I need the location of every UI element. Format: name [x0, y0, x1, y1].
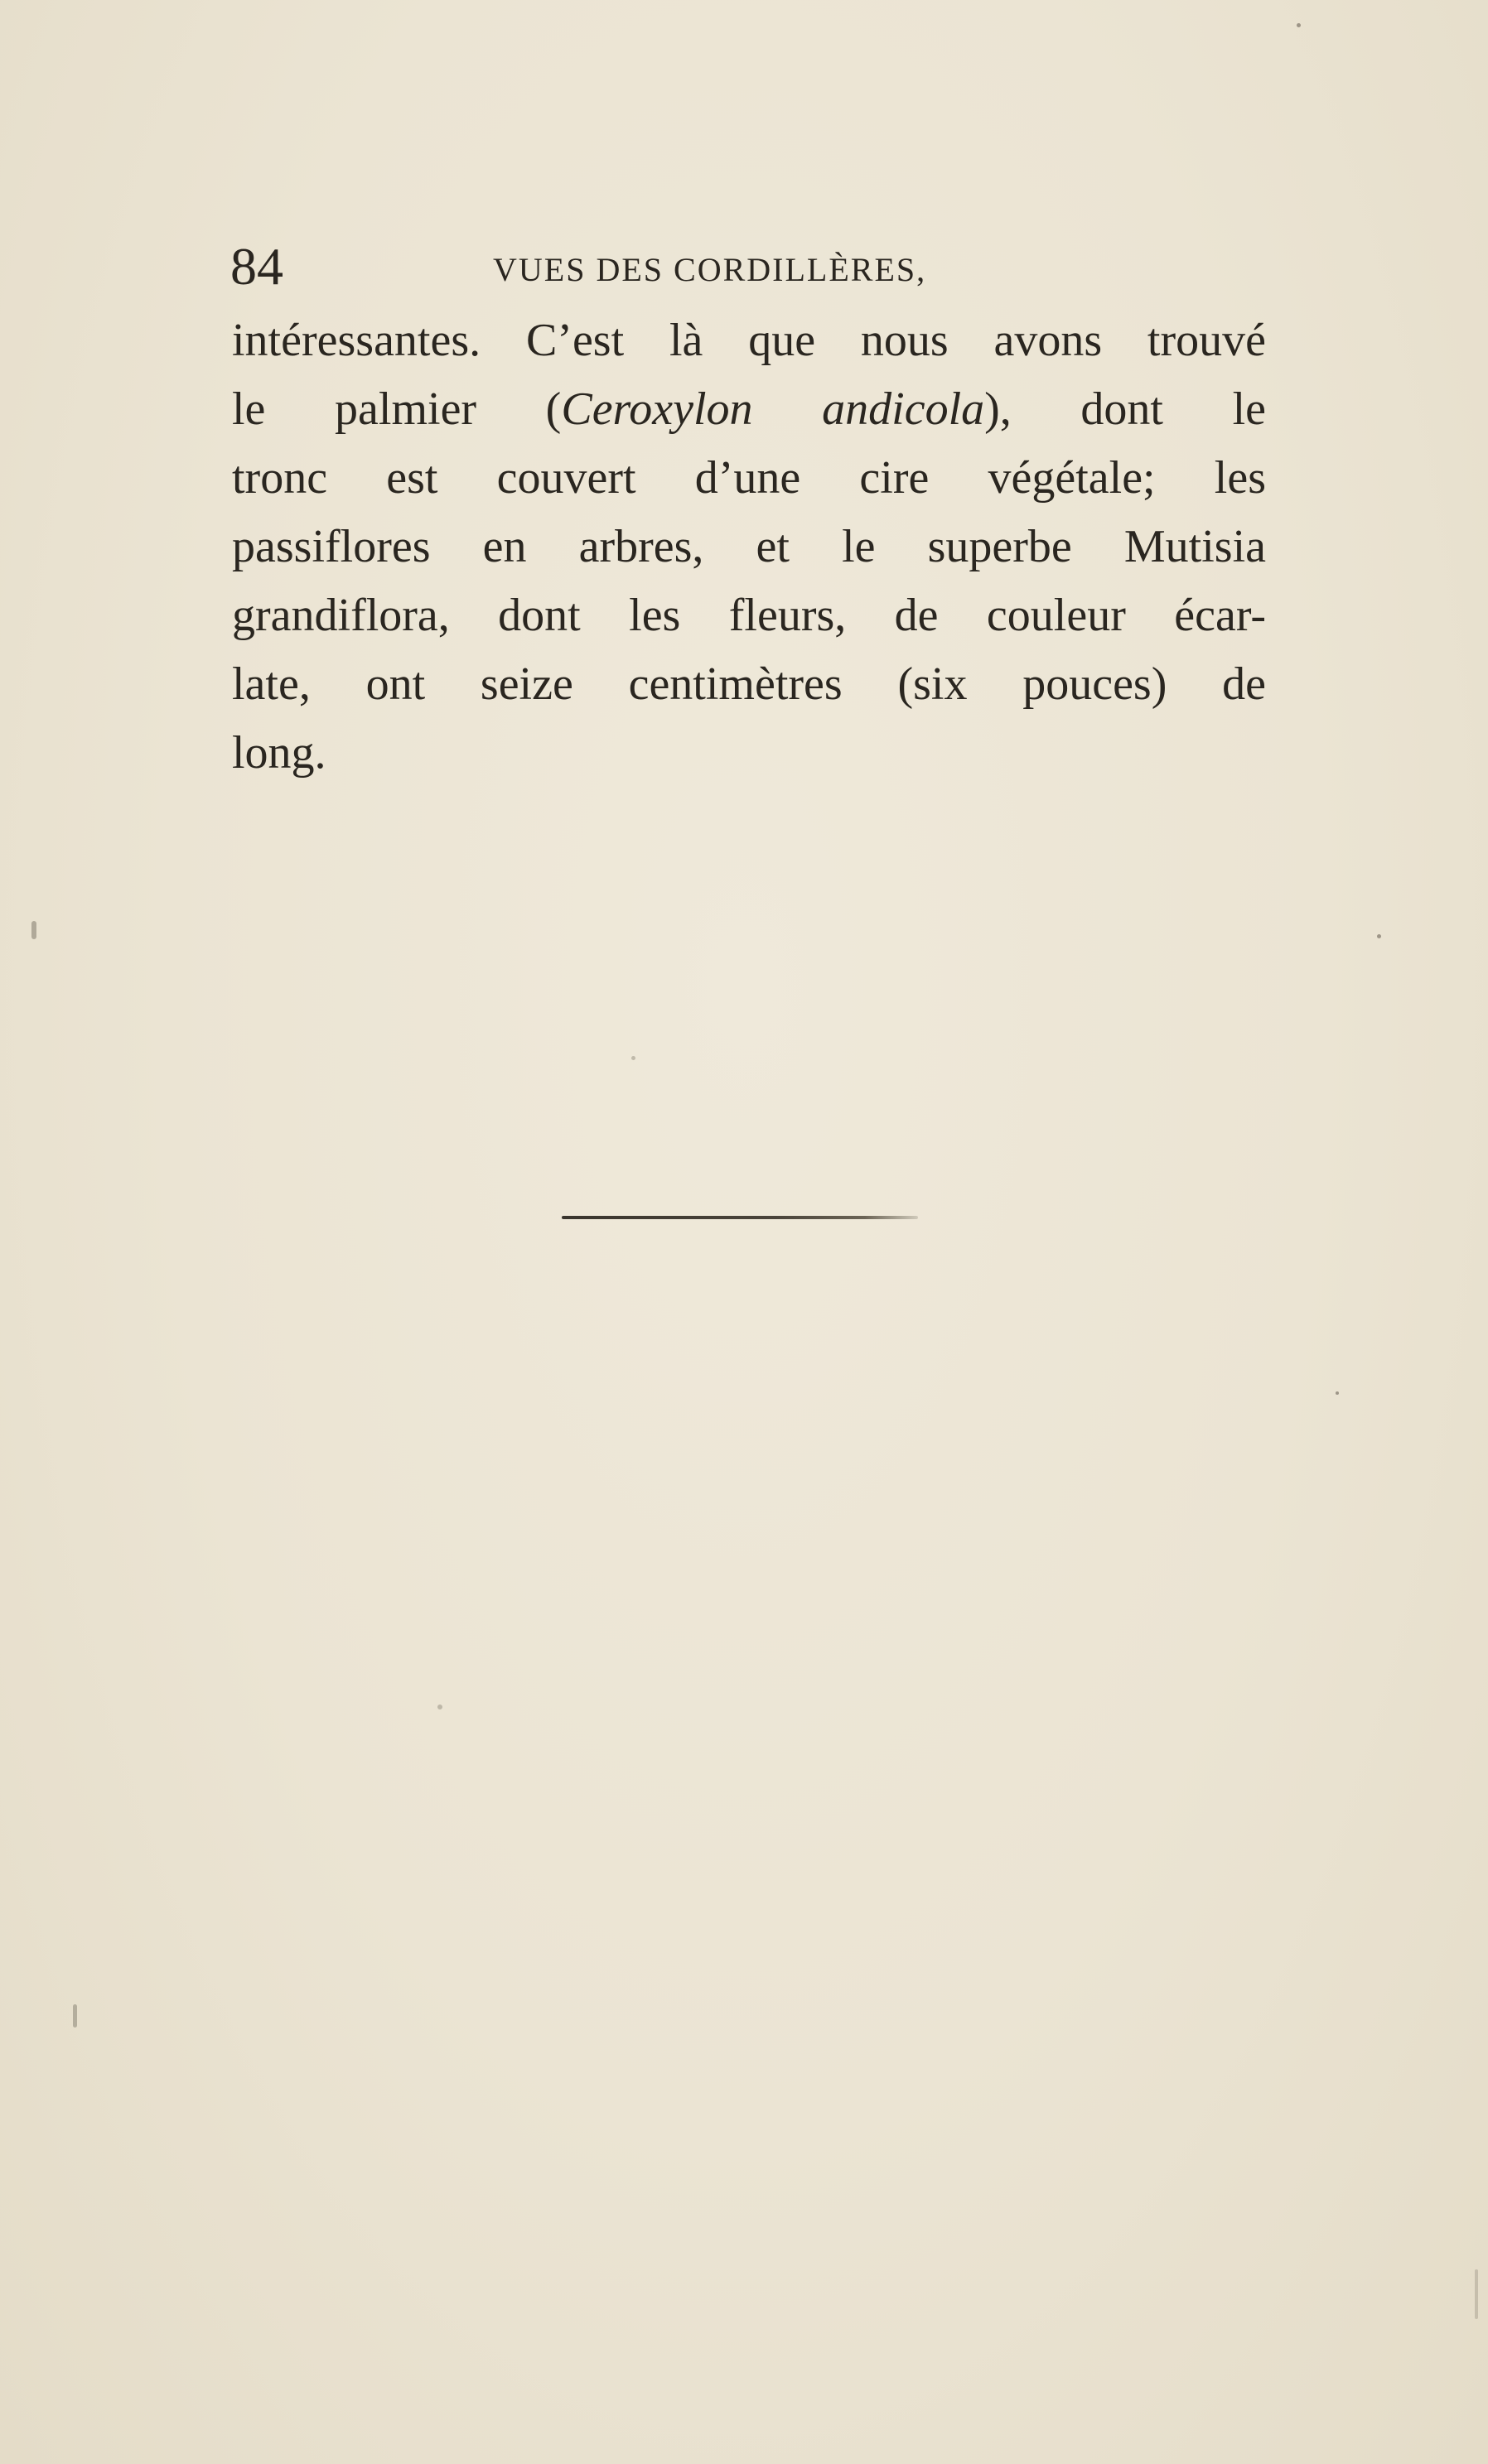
- paper-speck: [1377, 934, 1381, 938]
- text-line: [232, 375, 1266, 444]
- text-line: passiflores en arbres, et le superbe Mutisia: [232, 521, 1266, 572]
- text-line: intéressantes. C’est là que nous avons trouvé: [232, 315, 1266, 366]
- text-fragment: ), dont le: [984, 383, 1266, 435]
- paper-speck: [31, 921, 36, 939]
- paper-speck: [437, 1705, 442, 1709]
- paper-speck: [631, 1056, 635, 1060]
- show-through-reverse-page: [232, 729, 1276, 2120]
- page-header: [230, 234, 1273, 300]
- paper-speck: [1297, 23, 1301, 27]
- text-line: grandiflora, dont les fleurs, de couleur écar-: [232, 590, 1266, 641]
- text-fragment: le palmier (: [232, 383, 562, 435]
- running-title: VUES DES CORDILLÈRES,: [493, 251, 927, 288]
- text-line: late, ont seize centimètres (six pouces) de: [232, 658, 1266, 710]
- paper-speck: [1336, 1391, 1339, 1395]
- text-line: long.: [232, 727, 326, 779]
- species-name-italic: Ceroxylon andicola: [561, 383, 985, 435]
- section-divider-rule: [562, 1216, 918, 1219]
- paper-speck: [73, 2004, 77, 2028]
- text-line: tronc est couvert d’une cire végétale; les: [232, 452, 1266, 504]
- page-number: 84: [230, 237, 283, 296]
- paper-speck: [1475, 2269, 1478, 2319]
- body-text: [232, 306, 1266, 788]
